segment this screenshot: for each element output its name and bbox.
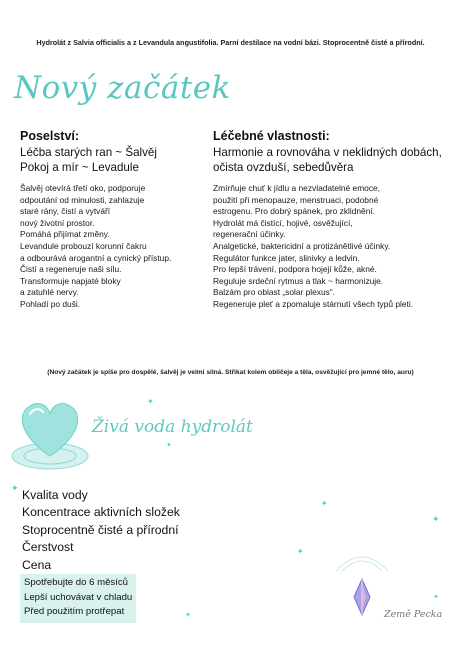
tip-item: Lepší uchovávat v chladu xyxy=(24,591,133,603)
message-body-line: nový životní prostor. xyxy=(20,217,95,228)
properties-body-line: Reguluje srdeční rytmus a tlak ~ harmonizuje. xyxy=(213,275,384,286)
message-body-line: staré rány, čistí a vytváří xyxy=(20,206,111,217)
star-icon: ✦ xyxy=(147,397,154,406)
message-body xyxy=(20,183,171,311)
storage-tips xyxy=(20,574,136,623)
page-title: Nový začátek xyxy=(14,70,231,106)
message-body-line: Levandule probouzí korunní čakru xyxy=(20,240,147,251)
brand-name: Země Pecka xyxy=(384,609,443,620)
properties-body-line: regenerační účinky. xyxy=(213,229,286,240)
message-subheading xyxy=(20,145,171,175)
properties-body-line: estrogenu. Pro dobrý spánek, pro zklidnění. xyxy=(213,206,376,217)
star-icon: ✦ xyxy=(433,593,439,601)
star-icon: ✦ xyxy=(297,547,304,556)
star-icon: ✦ xyxy=(185,611,191,619)
properties-body-line: Analgetické, baktericidní a protizánětlivé účinky. xyxy=(213,240,391,251)
properties-subheading xyxy=(213,145,442,175)
properties-body xyxy=(213,183,442,311)
star-icon: ✦ xyxy=(432,515,440,525)
star-icon: ✦ xyxy=(166,441,172,449)
feature-list xyxy=(22,487,180,574)
message-body-line: a odbourává arogantní a cynický přístup. xyxy=(20,252,172,263)
properties-subheading-line: očista ovzduší, sebedůvěra xyxy=(213,161,354,174)
star-icon: ✦ xyxy=(11,484,19,494)
feature-item: Čerstvost xyxy=(22,540,74,555)
crystal-logo xyxy=(332,545,392,621)
tip-item: Spotřebujte do 6 měsíců xyxy=(24,577,128,588)
message-heading: Poselství: xyxy=(20,129,80,143)
feature-item: Koncentrace aktivních složek xyxy=(22,505,180,520)
message-body-line: odpoutání od minulosti, zahlazuje xyxy=(20,194,145,205)
message-subheading-line: Léčba starých ran ~ Šalvěj xyxy=(20,146,157,159)
feature-item: Cena xyxy=(22,557,52,572)
properties-heading: Léčebné vlastnosti: xyxy=(213,129,330,143)
feature-item: Kvalita vody xyxy=(22,488,88,502)
message-column xyxy=(20,129,171,311)
properties-body-line: Regulátor funkce jater, slinivky a ledvin. xyxy=(213,252,360,263)
properties-body-line: použití při menopauze, menstruaci, podobné xyxy=(213,194,379,205)
header-line: Hydrolát z Salvia officialis a z Levandula angustifolia. Parní destilace na vodní bázi. Stoprocentně čisté a přírodní. xyxy=(36,38,425,47)
properties-body-line: Hydrolát má čistící, hojivé, osvěžující, xyxy=(213,217,353,228)
properties-body-line: Balzám pro oblast „solar plexus“. xyxy=(213,287,335,298)
properties-subheading-line: Harmonie a rovnováha v neklidných dobách, xyxy=(213,146,442,159)
message-body-line: Šalvěj otevírá třetí oko, podporuje xyxy=(20,183,146,193)
feature-item: Stoprocentně čisté a přírodní xyxy=(22,522,179,537)
water-heart-icon xyxy=(8,392,92,476)
message-body-line: Transformuje napjaté bloky xyxy=(20,275,121,286)
properties-body-line: Regeneruje pleť a zpomaluje stárnutí všech typů pleti. xyxy=(213,298,414,309)
properties-body-line: Pro lepší trávení, podpora hojejí kůže, akné. xyxy=(213,264,377,275)
properties-body-line: Zmírňuje chuť k jídlu a nezvladatelné emoce, xyxy=(213,183,381,193)
properties-column xyxy=(213,129,442,311)
usage-note: (Nový začátek je spíše pro dospělé, šalvěj je velmi silná. Střikat kolem obličeje a těla, osvěžující pro jemné tělo, auru) xyxy=(47,369,414,376)
subtitle: Živá voda hydrolát xyxy=(92,417,253,437)
message-body-line: Pohladí po duši. xyxy=(20,298,81,309)
message-body-line: Čistí a regeneruje naši sílu. xyxy=(20,264,122,275)
tip-item: Před použitím protřepat xyxy=(24,606,125,618)
message-subheading-line: Pokoj a mír ~ Levadule xyxy=(20,161,139,174)
message-body-line: Pomáhá přijímat změny. xyxy=(20,229,110,240)
message-body-line: a zatuhlé nervy. xyxy=(20,287,79,298)
star-icon: ✦ xyxy=(321,499,328,508)
